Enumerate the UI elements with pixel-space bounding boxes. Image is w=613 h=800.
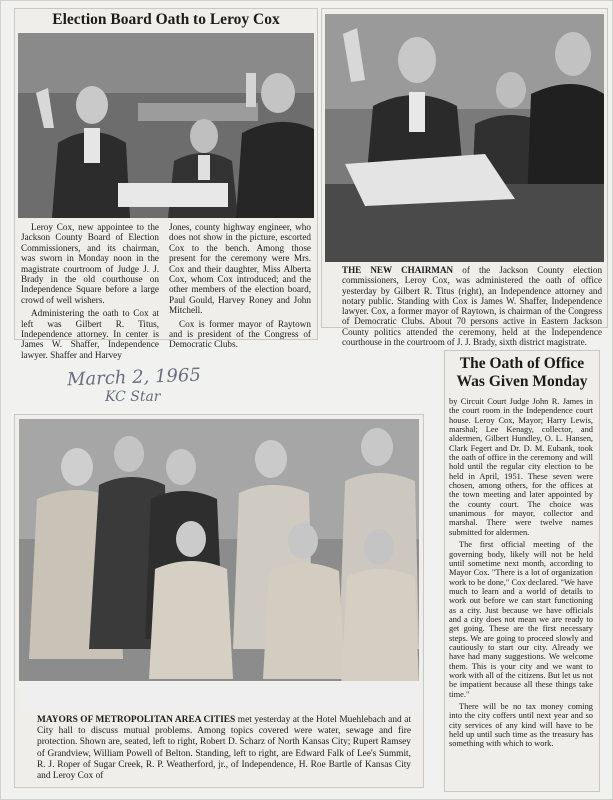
photo-oath-ceremony-1-image [18,33,314,218]
headline-line-1: The Oath of Office [459,355,585,372]
clipping-election-board-oath [15,9,317,360]
caption-body: met yesterday at the Hotel Muehlebach and at City hall to discuss mutual problems. Among topics covered were water, sewage and fire protection. Shown are, seated, left to right, Robert D. Scharz of North Kansas City; Rupert Ramsey of Grandview, William Powell of Belton. Standing, left to right, are Edward Falk of Lee's Summit, R. J. Roper of Sugar Creek, R. P. Weatherford, jr., of Independence, H. Roe Bartle of Kansas City and Leroy Cox of [37,715,411,782]
article-paragraph: Jones, county highway engineer, who does not show in the picture, escorted Cox to the bench. Among those present for the ceremony were Mrs. Cox and their daughter, Miss Alberta Cox, whom Cox introduced; and the other members of the election board, Paul Gould, Harvey Roney and John Mitchell. [169,222,311,316]
clipping-mayors-metropolitan [15,415,423,787]
article-column-2 [169,222,311,353]
caption-lead: THE NEW CHAIRMAN [342,265,454,275]
handwritten-source: KC Star [105,389,161,405]
photo-mayors-group [19,419,419,711]
caption-body: of the Jackson County election commissioners, Leroy Cox, was administered the oath of office yesterday by Gilbert R. Titus (right), an Independence attorney and notary public. Standing with Cox is James W. Shaffer, Independence lawyer. Cox, a former mayor of Raytown, is chairman of the Congress of Democratic Clubs. About 70 persons active in Eastern Jackson County politics attended the ceremony, held at the Independence courthouse in the courtroom of J. J. Brady, sixth district magistrate. [342,265,602,348]
article-paragraph: Leroy Cox, new appointee to the Jackson County Board of Election Commissioners, and its chairman, was sworn in Monday noon in the magistrate courtroom of Judge J. J. Brady in the old courthouse on Independence Square before a large crowd of well wishers. [21,222,159,305]
article-paragraph: by Circuit Court Judge John R. James in the court room in the Independence court house. Leroy Cox, Mayor; Harry Lewis, marshal; Lee Kenagy, collector, and aldermen, Gilbert Hundley, O. L. Hansen, Clark Fegert and Dr. D. M. Eubank, took the oath of office in the ceremony and will hold until the regular city election to be held in April, 1951. These seven were chosen, among others, for the offices at the town meeting and later appointed by the county court. The choice was unanimous for mayor, collector and marshal. There were twelve names submitted for aldermen. [449,397,593,537]
clipping-new-chairman [322,9,607,348]
article-column-1 [21,222,159,363]
handwritten-date: March 2, 1965 [66,364,202,391]
article-oath-body [449,397,593,752]
article-paragraph: Cox is former mayor of Raytown and is president of the Congress of Democratic Clubs. [169,318,311,350]
caption-mayors [37,715,411,782]
article-paragraph: The first official meeting of the governing body, likely will not be held until sometime next month, according to Mayor Cox. "There is a lot of organization work to be done," Cox declared. "We have much to learn and a world of details to work out before we can start functioning as a city. Just because we have officials and a city does not mean we are ready to get going. These are the first necessary steps. We are going to proceed slowly and cautiously to start our city. Already we have had many suggestions. We welcome them. This is your city and we want to work with all of the citizens. But let us not be impatient because all these things take time." [449,540,593,699]
headline-oath-of-office [445,355,599,391]
article-paragraph: There will be no tax money coming into the city coffers until next year and so city services of any kind will have to be held up until such time as the treasury has something with which to work. [449,702,593,749]
headline-line-2: Was Given Monday [456,373,588,390]
photo-oath-ceremony-2-image [325,14,604,262]
caption-lead: MAYORS OF METROPOLITAN AREA CITIES [37,715,236,725]
photo-mayors-group-image [19,419,419,711]
clipping-oath-of-office [445,351,599,791]
photo-oath-ceremony-1 [18,33,314,218]
photo-oath-ceremony-2 [325,14,604,262]
caption-new-chairman [342,265,602,347]
article-paragraph: Administering the oath to Cox at left was Gilbert R. Titus, Independence attorney. In center is James W. Shaffer, Independence lawyer. Shaffer and Harvey [21,308,159,360]
headline-election-board-oath: Election Board Oath to Leroy Cox [52,11,280,28]
